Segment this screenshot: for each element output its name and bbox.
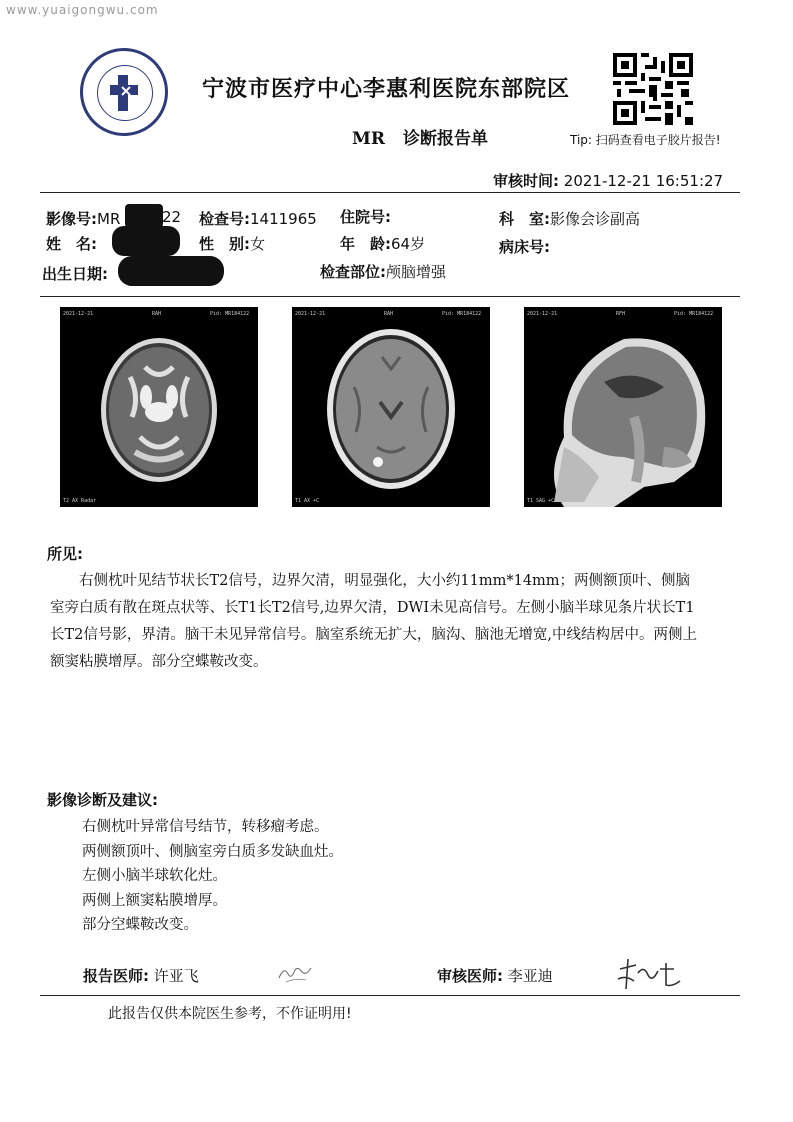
diagnosis-item: 左侧小脑半球软化灶。	[82, 868, 227, 884]
bed-no-label: 病床号:	[499, 238, 550, 256]
findings-label: 所见:	[47, 545, 83, 563]
image-no-value: MR	[97, 210, 121, 228]
svg-text:2021-12-21: 2021-12-21	[527, 311, 558, 317]
report-type: MR	[352, 129, 385, 149]
divider-bottom	[40, 995, 740, 996]
report-doctor-signature	[276, 960, 316, 988]
diagnosis-item: 右侧枕叶异常信号结节，转移瘤考虑。	[82, 819, 329, 835]
redaction-mark	[118, 256, 224, 286]
svg-text:2021-12-21: 2021-12-21	[295, 311, 326, 317]
image-no-label: 影像号:	[46, 210, 97, 228]
sex-field	[199, 233, 265, 254]
diagnosis-list	[82, 815, 343, 938]
svg-text:T1 AX +C: T1 AX +C	[295, 498, 320, 504]
birth-label: 出生日期:	[42, 265, 108, 283]
svg-text:RFH: RFH	[616, 311, 626, 317]
svg-text:2021-12-21: 2021-12-21	[63, 311, 94, 317]
report-title-text: 诊断报告单	[402, 129, 488, 149]
svg-text:RAH: RAH	[384, 311, 394, 317]
exam-no-label: 检查号:	[199, 210, 250, 228]
diagnosis-item: 两侧上额窦粘膜增厚。	[82, 892, 227, 909]
redaction-mark	[125, 204, 163, 228]
report-doctor-label: 报告医师:	[83, 967, 149, 985]
svg-text:Pid: MR184122: Pid: MR184122	[674, 311, 714, 317]
hospital-cross-icon	[108, 73, 142, 113]
exam-site-label: 检查部位:	[320, 263, 386, 281]
age-label: 年 龄:	[340, 235, 391, 253]
divider-top	[40, 192, 740, 193]
age-value: 64岁	[391, 235, 426, 253]
review-doctor	[437, 965, 553, 986]
inpatient-no-label: 住院号:	[340, 208, 391, 226]
findings-text: 右侧枕叶见结节状长T2信号，边界欠清，明显强化，大小约11mm*14mm；两侧额顶叶、侧脑室旁白质有散在斑点状等、长T1长T2信号,边界欠清，DWI未见高信号。左侧小脑半球见条片状长T1长T2信号影，界清。脑干未见异常信号。脑室系统无扩大，脑沟、脑池无增宽,中线结构居中。两侧上额窦粘膜增厚。部分空蝶鞍改变。	[50, 573, 698, 670]
review-time-value: 2021-12-21 16:51:27	[563, 172, 724, 190]
tip-text: Tip: 扫码查看电子胶片报告!	[570, 133, 721, 147]
bed-no-field	[499, 236, 550, 257]
review-time	[493, 170, 723, 191]
exam-site-value: 颅脑增强	[386, 263, 447, 281]
image-no-field	[46, 208, 120, 229]
exam-no-value: 1411965	[250, 210, 317, 228]
svg-text:T1 SAG +C: T1 SAG +C	[527, 498, 555, 504]
svg-text:RAH: RAH	[152, 311, 162, 317]
sex-value: 女	[250, 235, 266, 253]
diagnosis-label: 影像诊断及建议:	[47, 791, 158, 809]
report-doctor	[83, 965, 199, 986]
mri-image-axial-t1-contrast[interactable]	[292, 307, 490, 507]
review-doctor-signature	[614, 955, 686, 993]
dept-label: 科 室:	[499, 210, 550, 228]
exam-site-field	[320, 261, 446, 282]
name-field	[46, 233, 97, 254]
mri-image-axial-t2[interactable]	[60, 307, 258, 507]
footer-note: 此报告仅供本院医生参考，不作证明用!	[108, 1006, 352, 1022]
image-no-suffix: 22	[162, 208, 182, 226]
report-title	[352, 124, 488, 149]
diagnosis-item: 两侧额顶叶、侧脑室旁白质多发缺血灶。	[82, 843, 343, 860]
hospital-logo	[80, 48, 168, 136]
dept-field	[499, 208, 640, 229]
birth-field	[42, 263, 108, 284]
report-doctor-name: 许亚飞	[153, 967, 199, 985]
qr-code-icon[interactable]	[613, 53, 693, 125]
diagnosis-item: 部分空蝶鞍改变。	[82, 917, 198, 933]
dept-value: 影像会诊副高	[550, 210, 641, 228]
svg-text:Pid: MR184122: Pid: MR184122	[442, 311, 482, 317]
findings-text-block	[50, 568, 702, 676]
review-time-label: 审核时间:	[493, 172, 559, 190]
review-doctor-label: 审核医师:	[437, 967, 503, 985]
redaction-mark	[112, 226, 180, 256]
hospital-name: 宁波市医疗中心李惠利医院东部院区	[202, 76, 571, 102]
exam-no-field	[199, 208, 317, 229]
svg-text:Pid: MR184122: Pid: MR184122	[210, 311, 250, 317]
age-field	[340, 233, 425, 254]
inpatient-no-field	[340, 206, 391, 227]
mri-image-sagittal-t1-contrast[interactable]	[524, 307, 722, 507]
divider-info	[40, 296, 740, 297]
watermark: www.yuaigongwu.com	[6, 3, 159, 17]
sex-label: 性 别:	[199, 235, 250, 253]
review-doctor-name: 李亚迪	[507, 967, 553, 985]
svg-text:T2 AX Radar: T2 AX Radar	[63, 498, 97, 504]
name-label: 姓 名:	[46, 235, 97, 253]
